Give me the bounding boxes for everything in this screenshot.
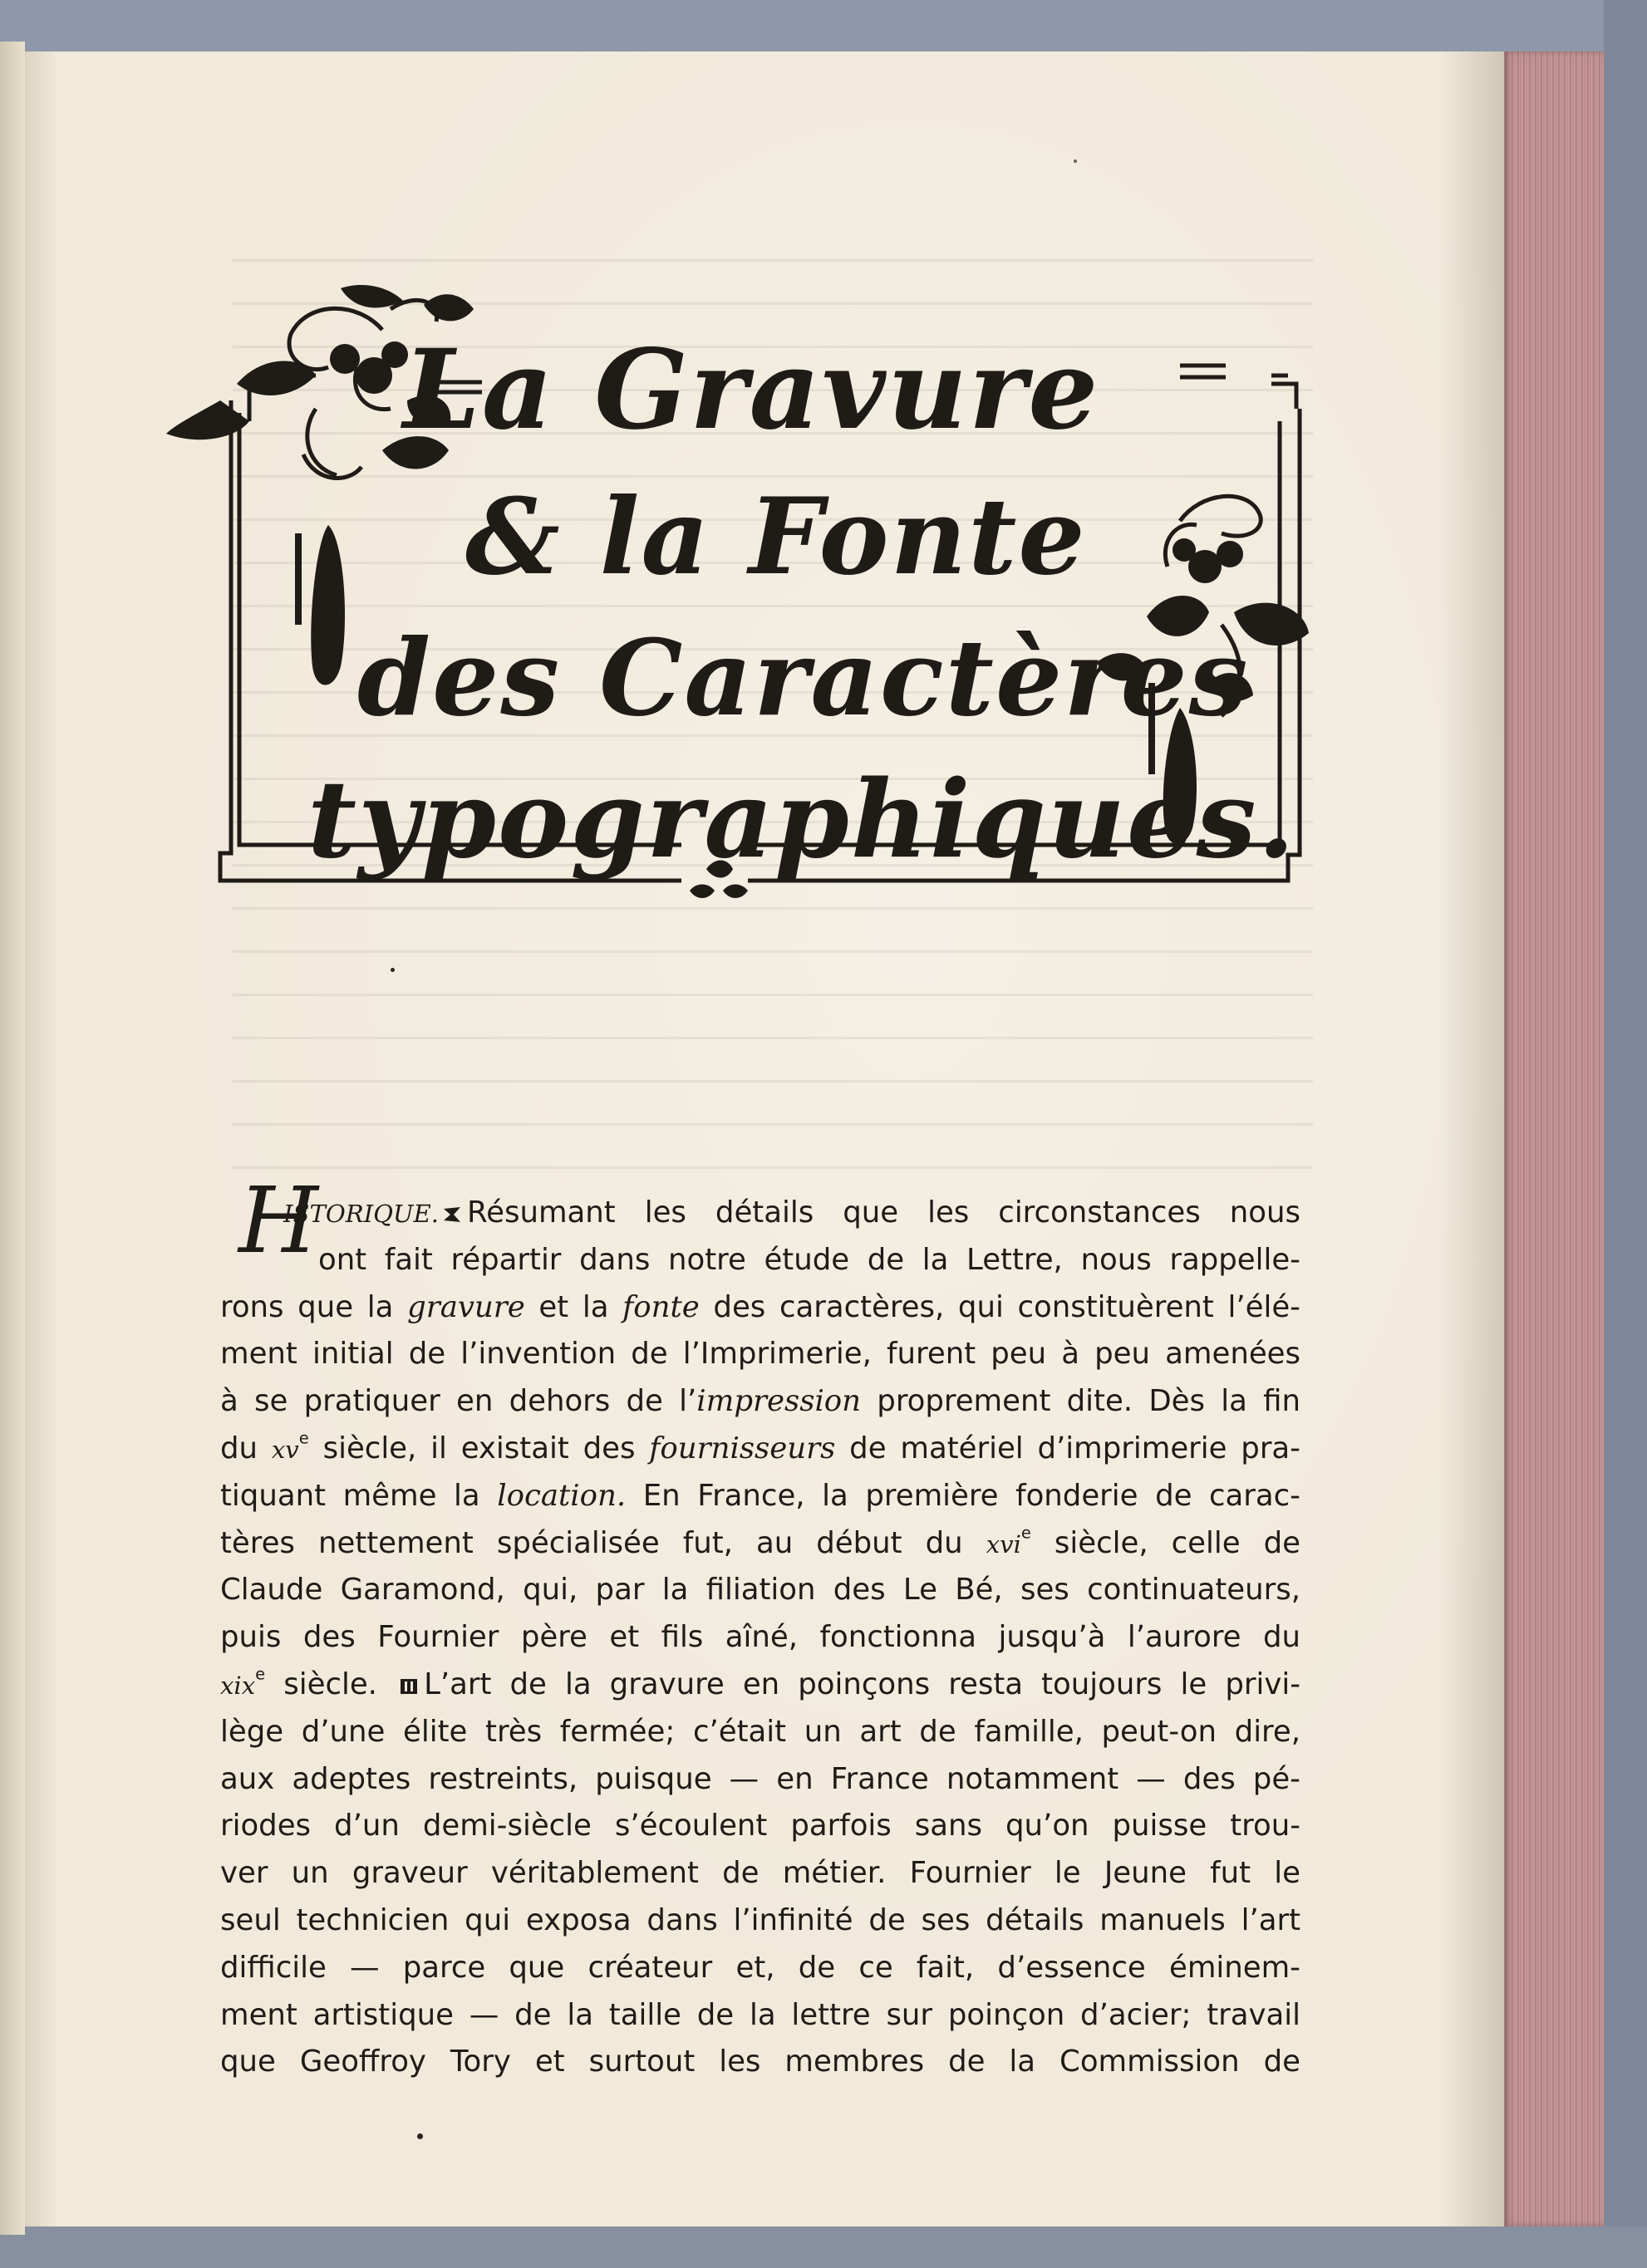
ink-speck (1074, 160, 1077, 163)
section-heading: ISTORIQUE. (283, 1200, 440, 1228)
text-line: ISTORIQUE. Résumant les détails que les circonstances nous (220, 1190, 1300, 1237)
text-line: lège d’une élite très fermée; c’était un art de famille, peut-on dire, (220, 1714, 1300, 1749)
title-line-2: & la Fonte (465, 475, 1087, 598)
ink-speck (391, 968, 395, 972)
title-line-1: La Gravure (403, 326, 1100, 454)
text-line: ment initial de l’invention de l’Imprimerie, furent peu à peu amenées (220, 1337, 1300, 1372)
text-line: ment artistique — de la taille de la lettre sur poinçon d’acier; travail (220, 1997, 1300, 2032)
paragraph-lines (220, 1190, 1300, 2086)
text-line: aux adeptes restreints, puisque — en France notamment — des pé- (220, 1761, 1300, 1796)
text-line: xix$^e$ siècle. L’art de la gravure en poinçons resta toujours le privi- (220, 1664, 1300, 1701)
text-line: seul technicien qui exposa dans l’infinité de ses détails manuels l’art (220, 1902, 1300, 1937)
title-line-3: des Caractères (357, 616, 1250, 739)
body-paragraph (220, 1167, 1300, 2086)
book-cover-right-edge (1604, 0, 1647, 2268)
text-line: rons que la gravure et la fonte des caractères, qui constituèrent l’élé- (220, 1289, 1300, 1324)
text-line: Claude Garamond, qui, par la filiation des Le Bé, ses continuateurs, (220, 1573, 1300, 1608)
text-line: ont fait répartir dans notre étude de la Lettre, nous rappelle- (318, 1242, 1300, 1277)
drop-cap: H (238, 1167, 318, 1274)
book-cover-bottom-edge (0, 2226, 1647, 2268)
ink-speck (417, 2133, 423, 2139)
text-line: ver un graveur véritablement de métier. Fournier le Jeune fut le (220, 1856, 1300, 1891)
page-block-edges (1502, 52, 1604, 2226)
text-line: tères nettement spécialisée fut, au début du xvi$^e$ siècle, celle de (220, 1523, 1300, 1560)
title-line-4: typographiques. (307, 758, 1297, 882)
text-line: du $xv^e$ siècle, il existait des fournisseurs de matériel d’imprimerie pra- (220, 1428, 1300, 1465)
previous-page-edge (0, 42, 25, 2235)
text-line: puis des Fournier père et fils aîné, fonctionna jusqu’à l’aurore du (220, 1620, 1300, 1655)
text-line: difficile — parce que créateur et, de ce fait, d’essence éminem- (220, 1950, 1300, 1985)
book-page (25, 52, 1504, 2226)
paragraph-mark-icon (442, 1191, 462, 1210)
book-cover-top-edge (0, 0, 1647, 52)
text-line: que Geoffroy Tory et surtout les membres de la Commission de (220, 2045, 1300, 2079)
text-line: tiquant même la location. En France, la première fonderie de carac- (220, 1478, 1300, 1513)
paragraph-mark-icon (399, 1663, 419, 1681)
text-line: à se pratiquer en dehors de l’impression proprement dite. Dès la fin (220, 1384, 1300, 1419)
text-line: riodes d’un demi-siècle s’écoulent parfois sans qu’on puisse trou- (220, 1809, 1300, 1843)
